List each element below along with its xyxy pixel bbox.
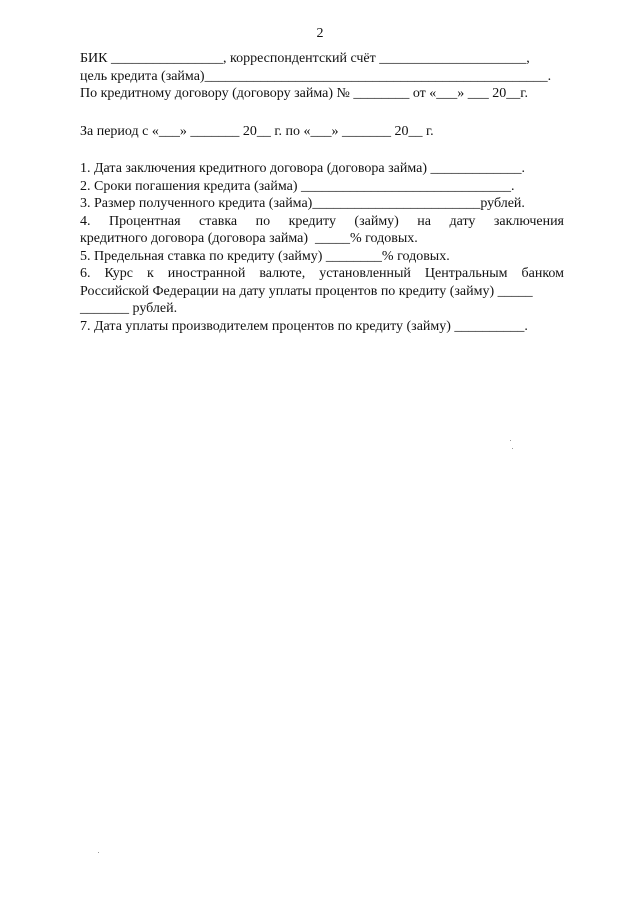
- scan-speck: [98, 852, 99, 853]
- period-line: За период с «___» _______ 20__ г. по «___» _______ 20__ г.: [80, 123, 434, 139]
- scan-speck: [512, 448, 513, 449]
- page-number: 2: [316, 26, 324, 41]
- item-6-exchange-rate-line-2: Российской Федерации на дату уплаты процентов по кредиту (займу) _____: [80, 283, 533, 299]
- item-4-interest-rate-line-2: кредитного договора (договора займа) _____% годовых.: [80, 231, 418, 246]
- bik-line: БИК ________________, корреспондентский счёт _____________________,: [80, 51, 530, 66]
- item-7-interest-payment-date: 7. Дата уплаты производителем процентов по кредиту (займу) __________.: [80, 318, 528, 334]
- credit-purpose-line: цель кредита (займа)_________________________________________________.: [80, 68, 552, 84]
- document-body: [80, 50, 564, 335]
- item-1-contract-date: 1. Дата заключения кредитного договора (договора займа) _____________.: [80, 161, 526, 176]
- item-6-exchange-rate-line-3: _______ рублей.: [80, 301, 178, 316]
- item-5-max-rate: 5. Предельная ставка по кредиту (займу) ________% годовых.: [80, 248, 450, 264]
- contract-number-line: По кредитному договору (договору займа) № ________ от «___» ___ 20__г.: [80, 86, 528, 101]
- item-6-exchange-rate-line-1: 6. Курс к иностранной валюте, установленный Центральным банком: [80, 266, 564, 281]
- scan-speck: [510, 440, 511, 441]
- item-4-interest-rate-line-1: 4. Процентная ставка по кредиту (займу) на дату заключения: [80, 213, 564, 229]
- item-2-repayment-terms: 2. Сроки погашения кредита (займа) ______________________________.: [80, 178, 515, 194]
- item-3-credit-amount: 3. Размер полученного кредита (займа)________________________рублей.: [80, 196, 525, 211]
- spacer: [80, 103, 564, 123]
- spacer: [80, 140, 564, 160]
